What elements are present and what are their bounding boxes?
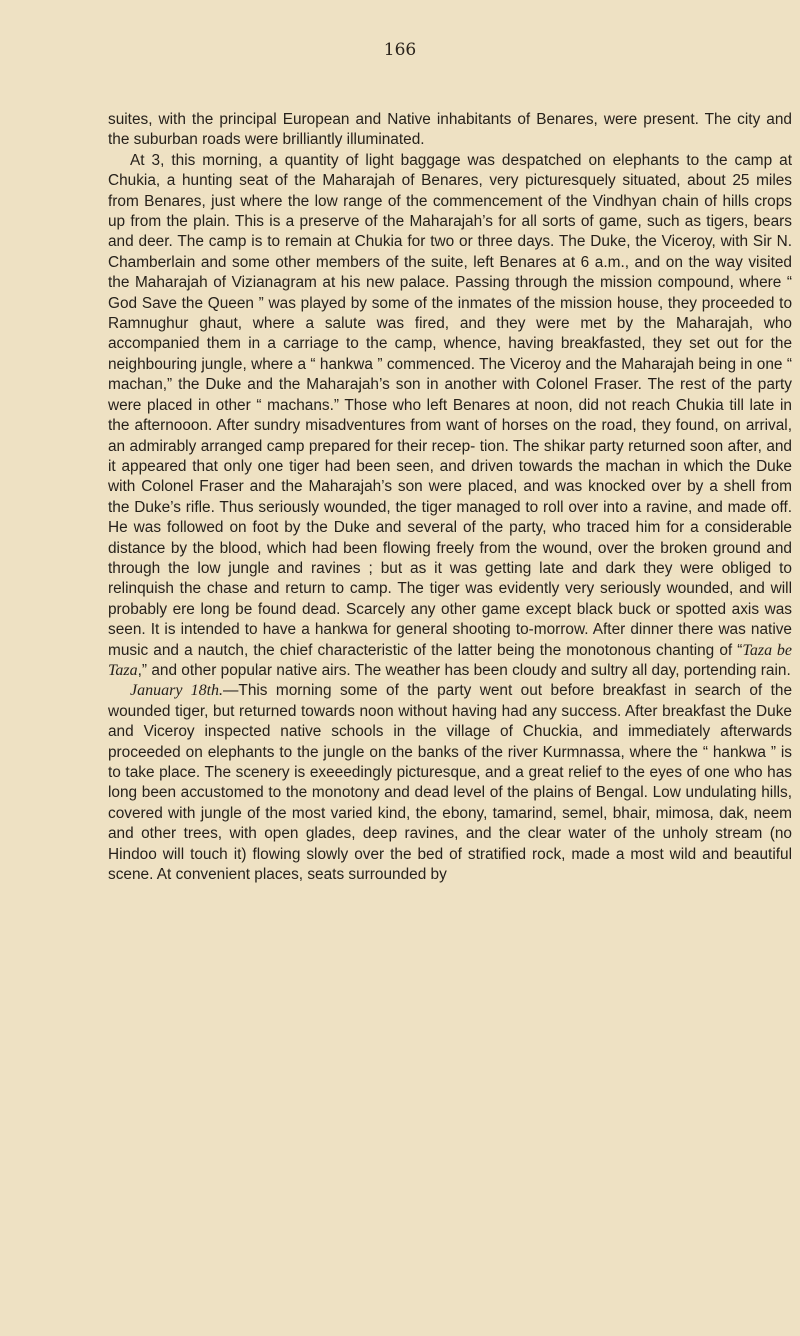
paragraph-3-date: January 18th. [130, 682, 224, 700]
paragraph-3 [108, 681, 792, 885]
paragraph-2-italic-phrase: Taza be Taza [108, 641, 792, 679]
paragraph-2 [108, 151, 792, 682]
paragraph-3-text: —This morning some of the party went out before breakfast in search of the wounded tiger, but returned towards noon without having had any success. After breakfast the Duke and Viceroy inspected native schools in the village of Chuckia, and immediately afterwards proceeded on elephants to the jungle on the banks of the river Kurmnassa, where the “ hankwa ” is to take place. The scenery is exeeedingly picturesque, and a great relief to the eyes of one who has long been accustomed to the monotony and dead level of the plains of Bengal. Low undulating hills, covered with jungle of the most varied kind, the ebony, tamarind, semel, bhair, mimosa, dak, neem and other trees, with open glades, deep ravines, and the clear water of the unholy stream (no Hindoo will touch it) flowing slowly over the bed of stratified rock, made a most wild and beautiful scene. At convenient places, seats surrounded by [108, 682, 792, 884]
paragraph-2-text-b: ,” and other popular native airs. The weather has been cloudy and sultry all day, portending rain. [137, 661, 791, 679]
paragraph-2-text-a: At 3, this morning, a quantity of light baggage was despatched on elephants to the camp at Chukia, a hunting seat of the Maharajah of Benares, very picturesquely situated, about 25 miles from Benares, just where the low range of the commencement of the Vindhyan chain of hills crops up from the plain. This is a preserve of the Maharajah’s for all sorts of game, such as tigers, bears and deer. The camp is to remain at Chukia for two or three days. The Duke, the Viceroy, with Sir N. Chamberlain and some other members of the suite, left Benares at 6 a.m., and on the way visited the Maharajah of Vizianagram at his new palace. Passing through the mission compound, where “ God Save the Queen ” was played by some of the inmates of the mission house, they proceeded to Ramnughur ghaut, where a salute was fired, and they were met by the Maharajah, who accompanied them in a carriage to the camp, whence, having breakfasted, they set out for the neighbouring jungle, where a “ hankwa ” commenced. The Viceroy and the Maharajah being in one “ machan,” the Duke and the Maharajah’s son in another with Colonel Fraser. The rest of the party were placed in other “ machans.” Those who left Benares at noon, did not reach Chukia till late in the afternooon. After sundry misadventures from want of horses on the road, they found, on arrival, an admirably arranged camp prepared for their recep- tion. The shikar party returned soon after, and it appeared that only one tiger had been seen, and driven towards the machan in which the Duke with Colonel Fraser and the Maharajah’s son were placed, and was knocked over by a shell from the Duke’s rifle. Thus seriously wounded, the tiger managed to roll over into a ravine, and made off. He was followed on foot by the Duke and several of the party, who traced him for a considerable distance by the blood, which had been flowing freely from the wound, over the broken ground and through the low jungle and ravines ; but as it was getting late and dark they were obliged to relinquish the chase and return to camp. The tiger was evidently very seriously wounded, and will probably ere long be found dead. Scarcely any other game except black buck or spotted axis was seen. It is intended to have a hankwa for general shooting to-morrow. After dinner there was native music and a nautch, the chief characteristic of the latter being the monotonous chanting of “ [108, 151, 792, 659]
body-text [108, 110, 792, 885]
paragraph-1: suites, with the principal European and Native inhabitants of Benares, were present. The city and the suburban roads were brilliantly illuminated. [108, 111, 792, 149]
page-number: 166 [383, 40, 417, 60]
